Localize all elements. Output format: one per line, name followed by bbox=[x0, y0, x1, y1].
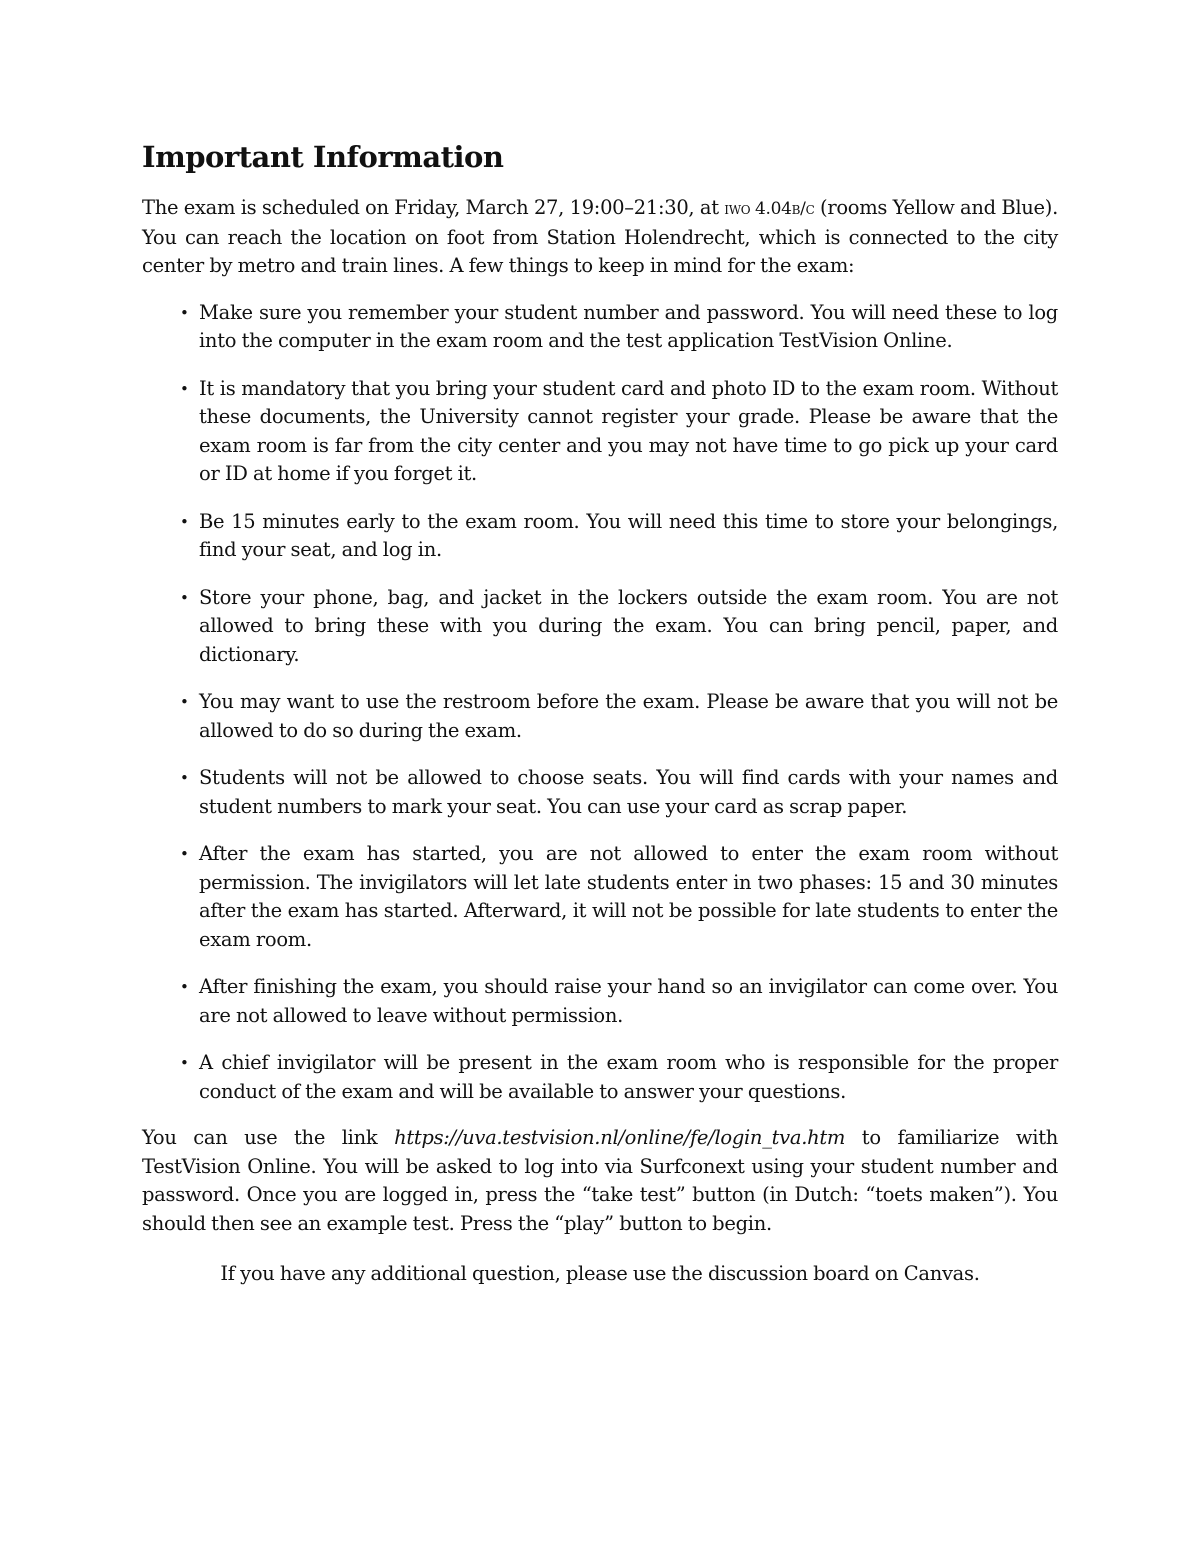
list-item-text: After the exam has started, you are not allowed to enter the exam room without permission. The invigilators will let late students enter in two phases: 15 and 30 minutes after the exam has started. Afterward, it will not be possible for late students to enter the exam room. bbox=[199, 842, 1058, 951]
list-item bbox=[142, 584, 1058, 670]
exam-rules-list bbox=[142, 299, 1058, 1107]
list-item bbox=[142, 973, 1058, 1030]
bullet-icon: • bbox=[180, 978, 189, 996]
list-item-text: Students will not be allowed to choose seats. You will find cards with your names and student numbers to mark your seat. You can use your card as scrap paper. bbox=[199, 766, 1058, 818]
list-item-text: After finishing the exam, you should raise your hand so an invigilator can come over. You are not allowed to leave without permission. bbox=[199, 975, 1058, 1027]
testvision-link[interactable]: https://uva.testvision.nl/online/fe/login_tva.htm bbox=[394, 1126, 846, 1149]
bullet-icon: • bbox=[180, 845, 189, 863]
list-item bbox=[142, 840, 1058, 954]
bullet-icon: • bbox=[180, 1054, 189, 1072]
room-code: iwo 4.04b/c bbox=[724, 199, 815, 219]
link-paragraph bbox=[142, 1124, 1058, 1238]
list-item-text: You may want to use the restroom before the exam. Please be aware that you will not be allowed to do so during the exam. bbox=[199, 690, 1058, 742]
bullet-icon: • bbox=[180, 693, 189, 711]
bullet-icon: • bbox=[180, 379, 189, 398]
list-item bbox=[142, 508, 1058, 565]
list-item-text: Make sure you remember your student number and password. You will need these to log into the computer in the exam room and the test application TestVision Online. bbox=[199, 300, 1058, 352]
list-item-text: Be 15 minutes early to the exam room. You will need this time to store your belongings, find your seat, and log in. bbox=[199, 509, 1058, 561]
bullet-icon: • bbox=[180, 512, 189, 531]
intro-text-2: (rooms Yellow and Blue). You can reach the location on foot from Station Holendrecht, which is connected to the city center by metro and train lines. A few things to keep in mind for the exam: bbox=[142, 196, 1058, 277]
page-title: Important Information bbox=[142, 140, 504, 174]
list-item-text: It is mandatory that you bring your student card and photo ID to the exam room. Without these documents, the University cannot register your grade. Please be aware that the exam room is far from the city center and you may not have time to go pick up your card or ID at home if you forget it. bbox=[199, 376, 1058, 485]
link-paragraph-before: You can use the link bbox=[142, 1126, 395, 1149]
list-item bbox=[142, 1049, 1058, 1106]
intro-text-1: The exam is scheduled on Friday, March 27, 19:00–21:30, at bbox=[142, 196, 725, 219]
list-item-text: Store your phone, bag, and jacket in the lockers outside the exam room. You are not allowed to bring these with you during the exam. You can bring pencil, paper, and dictionary. bbox=[199, 585, 1058, 666]
intro-paragraph bbox=[142, 194, 1058, 281]
list-item-text: A chief invigilator will be present in the exam room who is responsible for the proper conduct of the exam and will be available to answer your questions. bbox=[199, 1051, 1058, 1103]
bullet-icon: • bbox=[180, 769, 189, 787]
list-item bbox=[142, 688, 1058, 745]
document-page bbox=[142, 138, 1058, 1289]
list-item bbox=[142, 764, 1058, 821]
bullet-icon: • bbox=[180, 303, 189, 322]
link-paragraph-after: to familiarize with TestVision Online. You will be asked to log into via Surfconext using your student number and password. Once you are logged in, press the “take test” button (in Dutch: “toets maken”). You should then see an example test. Press the “play” button to begin. bbox=[142, 1126, 1058, 1235]
closing-note: If you have any additional question, please use the discussion board on Canvas. bbox=[220, 1262, 980, 1285]
list-item bbox=[142, 375, 1058, 489]
list-item bbox=[142, 299, 1058, 356]
bullet-icon: • bbox=[180, 588, 189, 607]
